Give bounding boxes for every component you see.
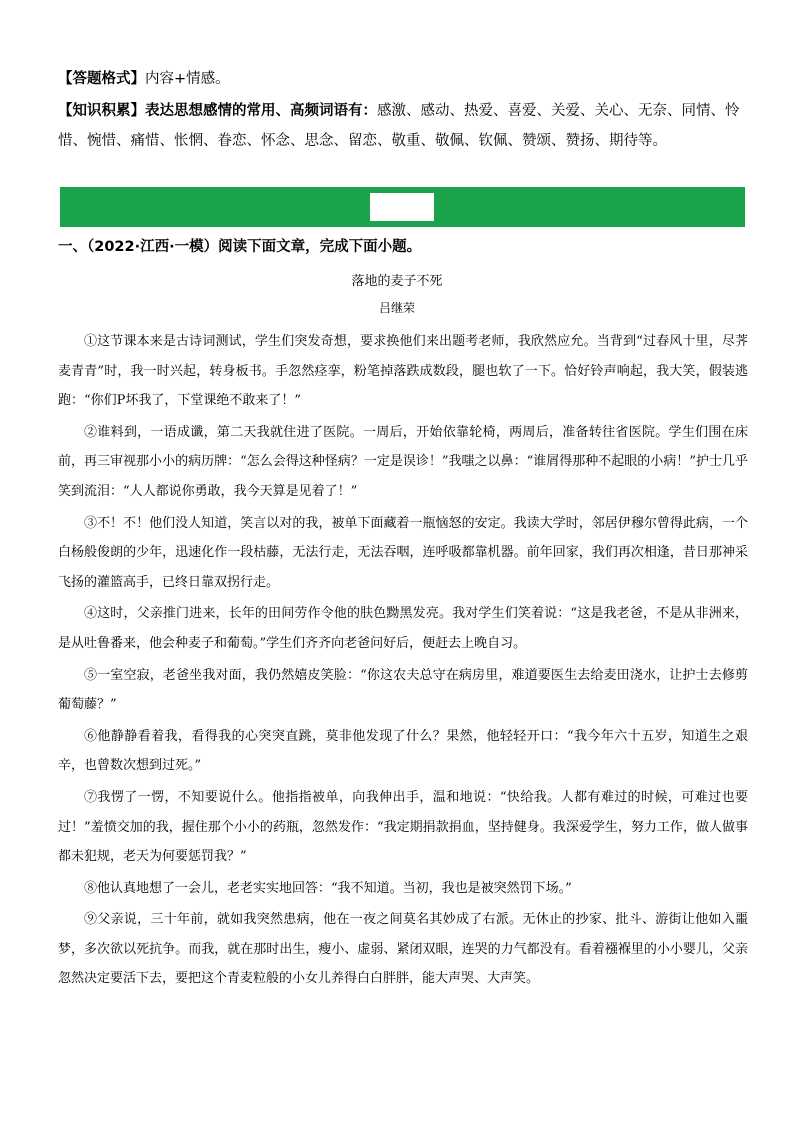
knowledge-label: 【知识积累】 xyxy=(58,103,145,119)
paragraph: ⑥他静静看着我，看得我的心突突直跳，莫非他发现了什么？果然，他轻轻开口：“我今年六十五岁，知道生之艰辛，也曾数次想到过死。” xyxy=(58,728,748,774)
banner-label-box xyxy=(370,193,434,221)
paragraph: ④这时，父亲推门进来，长年的田间劳作令他的肤色黝黑发亮。我对学生们笑着说：“这是我老爸，不是从非洲来，是从吐鲁番来，他会种麦子和葡萄。”学生们齐齐向老爸问好后，便赶去上晚自习。 xyxy=(58,606,748,651)
article-author: 吕继荣 xyxy=(378,301,415,315)
paragraph: ⑨父亲说，三十年前，就如我突然患病，他在一夜之间莫名其妙成了右派。无休止的抄家、批斗、游街让他如入噩梦，多次欲以死抗争。而我，就在那时出生，瘦小、虚弱、紧闭双眼，连哭的力气都没有。看着襁褓里的小小婴儿，父亲忽然决定要活下去，要把这个青麦粒般的小女儿养得白白胖胖，能大声哭、大声笑。 xyxy=(58,912,748,987)
paragraph: ⑦我愣了一愣，不知要说什么。他指指被单，向我伸出手，温和地说：“快给我。人都有难过的时候，可难过也要过！”羞愤交加的我，握住那个小小的药瓶，忽然发作：“我定期捐款捐血，坚持健身。我深爱学生，努力工作，做人做事都未犯规，老天为何要惩罚我？” xyxy=(58,789,748,865)
paragraph: ⑤一室空寂，老爸坐我对面，我仍然嬉皮笑脸：“你这农夫总守在病房里，难道要医生去给麦田浇水，让护士去修剪葡萄藤？” xyxy=(58,667,748,713)
paragraph: ⑧他认真地想了一会儿，老老实实地回答：“我不知道。当初，我也是被突然罚下场。” xyxy=(84,880,572,896)
paragraph: ②谁料到，一语成谶，第二天我就住进了医院。一周后，开始依靠轮椅，两周后，准备转往省医院。学生们围在床前，再三审视那小小的病历牌：“怎么会得这种怪病？一定是误诊！”我嗤之以鼻：“谁屑得那种不起眼的小病！”护士几乎笑到流泪：“人人都说你勇敢，我今天算是见着了！” xyxy=(58,424,748,499)
format-section xyxy=(58,64,748,94)
format-label: 【答题格式】 xyxy=(58,71,145,87)
knowledge-section xyxy=(58,96,748,156)
format-content: 内容+情感。 xyxy=(145,71,230,87)
knowledge-words: 感激、感动、热爱、喜爱、关爱、关心、无奈、同情、怜惜、惋惜、痛惜、怅惘、眷恋、怀念、思念、留恋、敬重、敬佩、钦佩、赞颂、赞扬、期待等。 xyxy=(58,103,740,149)
question-heading: 一、（2022·江西·一模）阅读下面文章，完成下面小题。 xyxy=(58,239,422,255)
paragraph: ③不！不！他们没人知道，笑言以对的我，被单下面藏着一瓶恼怒的安定。我读大学时，邻居伊穆尔曾得此病，一个白杨般俊朗的少年，迅速化作一段枯藤，无法行走，无法吞咽，连呼吸都靠机器。前年回家，我们再次相逢，昔日那神采飞扬的灌篮高手，已终日靠双拐行走。 xyxy=(58,515,748,590)
section-banner xyxy=(60,187,745,227)
knowledge-content: 表达思想感情的常用、高频词语有： xyxy=(145,103,377,119)
paragraph: ①这节课本来是古诗词测试，学生们突发奇想，要求换他们来出题考老师，我欣然应允。当背到“过春风十里，尽荠麦青青”时，我一时兴起，转身板书。手忽然痉挛，粉笔掉落跌成数段，腿也软了一下。恰好铃声响起，我大笑，假装逃跑：“你们P坏我了，下堂课绝不敢来了！” xyxy=(58,334,748,409)
article-body xyxy=(58,327,748,996)
article-title: 落地的麦子不死 xyxy=(351,274,443,289)
